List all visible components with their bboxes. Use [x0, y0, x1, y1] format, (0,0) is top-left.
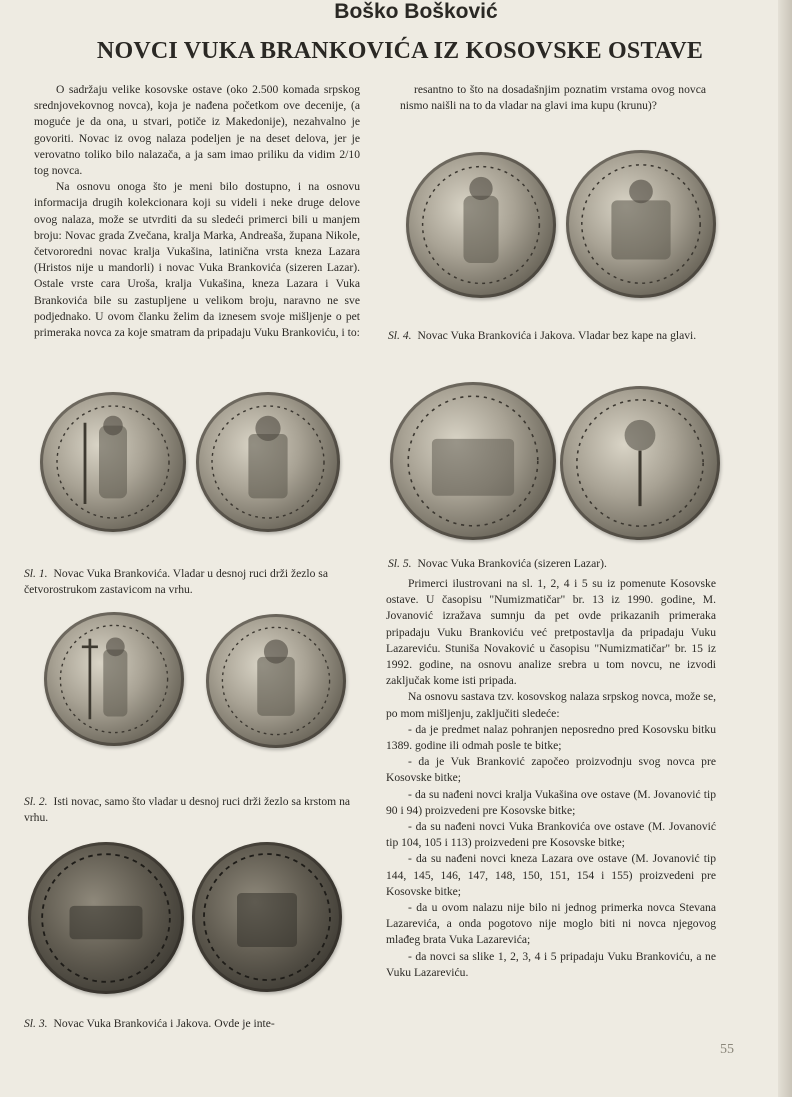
caption-fig4: [388, 328, 718, 344]
caption-fig1-text: Novac Vuka Brankovića. Vladar u desnoj ruci drži žezlo sa četvorostrukom zastavicom na vrhu.: [24, 567, 328, 596]
conclusion-item: - da su nađeni novci Vuka Brankovića ove ostave (M. Jovanović tip 104, 105 i 113) proizvedeni pre Kosovske bitke;: [386, 820, 716, 850]
coin-fig4-obverse: [406, 152, 556, 298]
caption-fig2-text: Isti novac, samo što vladar u desnoj ruci drži žezlo sa krstom na vrhu.: [24, 795, 351, 824]
coin-fig5-obverse: [390, 382, 556, 540]
caption-fig4-label: Sl. 4.: [388, 329, 412, 342]
intro-paragraph: O sadržaju velike kosovske ostave (oko 2.500 komada srpskog srednjovekovnog novca), koja je nađena početkom ove decenije, (a moguće je da ona, u stvari, potiče iz Makedonije), nezahvalno je govoriti. Novac iz ovog nalaza podeljen je na deset delova, jer je verovatno toliko bilo nalazača, a ja sam imao priliku da vidim 2/10 tog novca.: [34, 83, 360, 178]
page-number: 55: [720, 1042, 734, 1057]
caption-fig4-text: Novac Vuka Brankovića i Jakova. Vladar bez kape na glavi.: [417, 329, 697, 342]
coin-fig5-reverse: [560, 386, 720, 540]
caption-fig5-label: Sl. 5.: [388, 557, 412, 570]
right-column-body: [386, 576, 716, 981]
coin-fig3-reverse: [192, 842, 342, 992]
article-title: NOVCI VUKA BRANKOVIĆA IZ KOSOVSKE OSTAVE: [96, 38, 704, 64]
coin-fig1-obverse: [40, 392, 186, 532]
conclusion-item: - da je Vuk Branković započeo proizvodnju svog novca pre Kosovske bitke;: [386, 755, 716, 785]
coin-fig2-obverse: [44, 612, 184, 746]
caption-fig2-label: Sl. 2.: [24, 795, 48, 808]
caption-fig3-label: Sl. 3.: [24, 1017, 48, 1030]
second-paragraph: Na osnovu onoga što je meni bilo dostupno, i na osnovu informacija drugih kolekcionara koji su videli i neke druge delove ovog nalaza, može se utvrditi da su sledeći primerci bili u manjem broju: Novac grada Zvečana, kralja Marka, Andreaša, župana Nikole, četvorоredni novac kralja Vukašina, latinična vrsta kneza Lazara (Hristos nije u mandorli) i novac Vuka Brankovića (sizeren Lazar). Ostale vrste cara Uroša, kralja Vukašina, kneza Lazara i Vuka Brankovića bile su zastupljene u velikom broju, naravno ne sve podjednako. U ovom članku želim da iznesem svoje mišljenje o pet primeraka novca za koje smatram da pripadaju Vuku Brankoviću, i to:: [34, 180, 360, 340]
left-column-text: [34, 82, 360, 341]
coin-fig4-reverse: [566, 150, 716, 298]
right-paragraph-2: Na osnovu sastava tzv. kosovskog nalaza srpskog novca, može se, po mom mišljenju, zaključiti sledeće:: [386, 690, 716, 720]
caption-fig5: [388, 556, 718, 572]
conclusion-item: - da su nađeni novci kneza Lazara ove ostave (M. Jovanović tip 144, 145, 146, 147, 148, 150, 151, 154 i 155) proizvedeni pre Kosovske bitke;: [386, 852, 716, 898]
conclusion-item: - da su nađeni novci kralja Vukašina ove ostave (M. Jovanović tip 90 i 94) proizvedeni pre Kosovske bitke;: [386, 787, 716, 817]
caption-fig1-label: Sl. 1.: [24, 567, 48, 580]
caption-fig3-text: Novac Vuka Brankovića i Jakova. Ovde je inte-: [53, 1017, 275, 1030]
caption-fig2: [24, 794, 354, 826]
conclusion-item: - da je predmet nalaz pohranjen neposredno pred Kosovsku bitku 1389. godine ili odmah posle te bitke;: [386, 722, 716, 753]
caption-fig3: [24, 1016, 364, 1032]
conclusion-item: - da novci sa slike 1, 2, 3, 4 i 5 pripadaju Vuku Brankoviću, a ne Vuku Lazareviću.: [386, 949, 716, 979]
right-paragraph-1: Primerci ilustrovani na sl. 1, 2, 4 i 5 su iz pomenute Kosovske ostave. U časopisu "Numizmatičar" br. 13 iz 1990. godine, M. Jovanović izražava sumnju da pet ovde prikazanih primeraka pripadaju Vuku Brankoviću već pretpostavlja da pripadaju Vuku Lazareviću. Stuniša Novaković u časopisu "Numizmatičar" br. 15 iz 1992. godine, na osnovu analize srebra u tom novcu, ne izvodi zaključak kome isti pripada.: [386, 577, 716, 688]
coin-fig1-reverse: [196, 392, 340, 532]
author-name: Boško Bošković: [334, 0, 498, 23]
caption-fig5-text: Novac Vuka Brankovića (sizeren Lazar).: [417, 557, 607, 570]
coin-fig2-reverse: [206, 614, 346, 748]
page-edge-shadow: [778, 0, 792, 1097]
right-column-continuation: resantno to što na dosadašnjim poznatim vrstama ovog novca nismo naišli na to da vladar na glavi ima kupu (krunu)?: [400, 83, 706, 113]
coin-fig3-obverse: [28, 842, 184, 994]
conclusion-item: - da u ovom nalazu nije bilo ni jednog primerka novca Stevana Lazarevića, a onda pogotovo nije moglo biti ni novca njegovog mlađeg brata Vuka Lazarevića;: [386, 901, 716, 947]
caption-fig1: [24, 566, 354, 598]
